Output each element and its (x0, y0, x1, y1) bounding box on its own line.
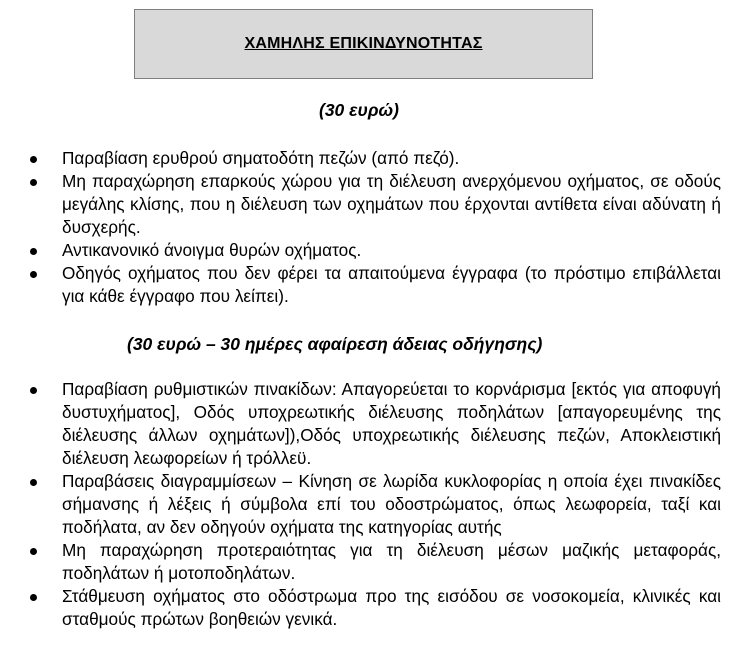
bullet-icon (30, 248, 37, 255)
list-item-text: Παραβίαση ερυθρού σηματοδότη πεζών (από πεζό). (62, 148, 460, 168)
bullet-icon (30, 548, 37, 555)
list-item (0, 378, 721, 470)
page-title: ΧΑΜΗΛΗΣ ΕΠΙΚΙΝΔΥΝΟΤΗΤΑΣ (244, 35, 483, 52)
section1-heading: (30 ευρώ) (319, 100, 399, 120)
bullet-icon (30, 179, 37, 186)
list-item-text: Οδηγός οχήματος που δεν φέρει τα απαιτούμενα έγγραφα (το πρόστιμο επιβάλλεται για κάθε έγγραφο που λείπει). (62, 263, 721, 306)
section2-heading: (30 ευρώ – 30 ημέρες αφαίρεση άδειας οδήγησης) (127, 334, 543, 354)
section1-list (0, 147, 743, 308)
bullet-icon (30, 479, 37, 486)
list-item (0, 539, 721, 585)
list-item-text: Μη παραχώρηση προτεραιότητας για τη διέλευση μέσων μαζικής μεταφοράς, ποδηλάτων ή μοτοποδηλάτων. (62, 540, 721, 583)
bullet-icon (30, 156, 37, 163)
list-item (0, 170, 721, 239)
list-item-text: Παραβίαση ρυθμιστικών πινακίδων: Απαγορεύεται το κορνάρισμα [εκτός για αποφυγή δυστυχήματος], Οδός υποχρεωτικής διέλευσης ποδηλάτων [απαγορευμένης της διέλευσης άλλων οχημάτων]),Οδός υποχρεωτικής διέλευσης πεζών, Αποκλειστική διέλευση λεωφορείων ή τρόλλεϋ. (62, 379, 721, 468)
list-item-text: Αντικανονικό άνοιγμα θυρών οχήματος. (62, 240, 362, 260)
bullet-icon (30, 271, 37, 278)
list-item (0, 239, 721, 262)
bullet-icon (30, 594, 37, 601)
section2-list (0, 378, 743, 631)
list-item (0, 262, 721, 308)
list-item-text: Παραβάσεις διαγραμμίσεων – Κίνηση σε λωρίδα κυκλοφορίας η οποία έχει πινακίδες σήμανσης ή λέξεις ή σύμβολα επί του οδοστρώματος, όπως λεωφορεία, ταξί και ποδήλατα, αν δεν οδηγούν οχήματα της κατηγορίας αυτής (62, 471, 721, 537)
list-item (0, 147, 721, 170)
title-box (134, 9, 593, 79)
list-item-text: Στάθμευση οχήματος στο οδόστρωμα προ της εισόδου σε νοσοκομεία, κλινικές και σταθμούς πρώτων βοηθειών γενικά. (62, 586, 721, 629)
list-item (0, 585, 721, 631)
list-item-text: Μη παραχώρηση επαρκούς χώρου για τη διέλευση ανερχόμενου οχήματος, σε οδούς μεγάλης κλίσης, που η διέλευση των οχημάτων που έρχονται αντίθετα είναι αδύνατη ή δυσχερής. (62, 171, 721, 237)
bullet-icon (30, 387, 37, 394)
list-item (0, 470, 721, 539)
